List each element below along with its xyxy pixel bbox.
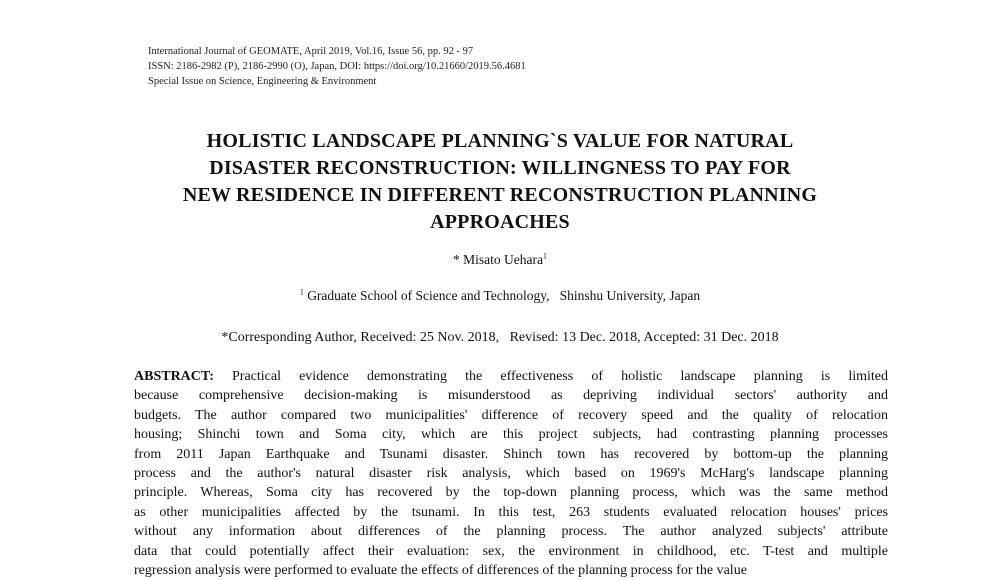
abstract-line: budgets. The author compared two municipalities' difference of recovery speed and the quality of relocation — [134, 407, 888, 423]
corresponding-author-line: *Corresponding Author, Received: 25 Nov. 2018, Revised: 13 Dec. 2018, Accepted: 31 Dec. 2018 — [221, 330, 779, 345]
affiliation-mark: 1 — [299, 287, 304, 297]
paper-title — [0, 128, 1000, 236]
author-line — [0, 252, 1000, 268]
abstract-line: housing; Shinchi town and Soma city, which are this project subjects, had contrasting planning processes — [134, 427, 888, 443]
title-line-2: DISASTER RECONSTRUCTION: WILLINGNESS TO PAY FOR — [209, 157, 791, 179]
abstract-line: as other municipalities affected by the tsunami. In this test, 263 students evaluated relocation houses' prices — [134, 504, 888, 520]
affiliation-line — [0, 288, 1000, 304]
title-line-3: NEW RESIDENCE IN DIFFERENT RECONSTRUCTION PLANNING — [182, 184, 818, 206]
author-name: * Misato Uehara — [453, 252, 543, 267]
abstract — [134, 367, 888, 580]
title-line-4: APPROACHES — [430, 211, 570, 233]
journal-header — [148, 44, 526, 89]
abstract-line: ABSTRACT: Practical evidence demonstrating the effectiveness of holistic landscape planning is limited — [134, 369, 888, 384]
affiliation-text: Graduate School of Science and Technology, Shinshu University, Japan — [303, 288, 701, 303]
abstract-line: because comprehensive decision-making is misunderstood as depriving individual sectors' authority and — [134, 388, 888, 404]
issn-doi: ISSN: 2186-2982 (P), 2186-2990 (O), Japan, DOI: https://doi.org/10.21660/2019.56.4681 — [148, 61, 526, 72]
abstract-line: principle. Whereas, Soma city has recovered by the top-down planning process, which was the same method — [134, 485, 888, 501]
abstract-line: regression analysis were performed to evaluate the effects of differences of the planning process for the value — [134, 562, 747, 578]
abstract-line: without any information about differences of the planning process. The author analyzed subjects' attribute — [134, 524, 888, 540]
journal-citation: International Journal of GEOMATE, April 2019, Vol.16, Issue 56, pp. 92 - 97 — [148, 46, 474, 57]
abstract-line: from 2011 Japan Earthquake and Tsunami disaster. Shinch town has recovered by bottom-up the planning — [134, 446, 888, 462]
title-line-1: HOLISTIC LANDSCAPE PLANNING`S VALUE FOR NATURAL — [206, 130, 794, 152]
abstract-line: data that could potentially affect their evaluation: sex, the environment in childhood, etc. T-test and multiple — [134, 543, 888, 559]
abstract-label: ABSTRACT: — [134, 369, 214, 384]
abstract-line: process and the author's natural disaster risk analysis, which based on 1969's McHarg's landscape planning — [134, 465, 888, 481]
author-affiliation-mark: 1 — [542, 251, 547, 261]
special-issue: Special Issue on Science, Engineering & Environment — [148, 76, 377, 87]
